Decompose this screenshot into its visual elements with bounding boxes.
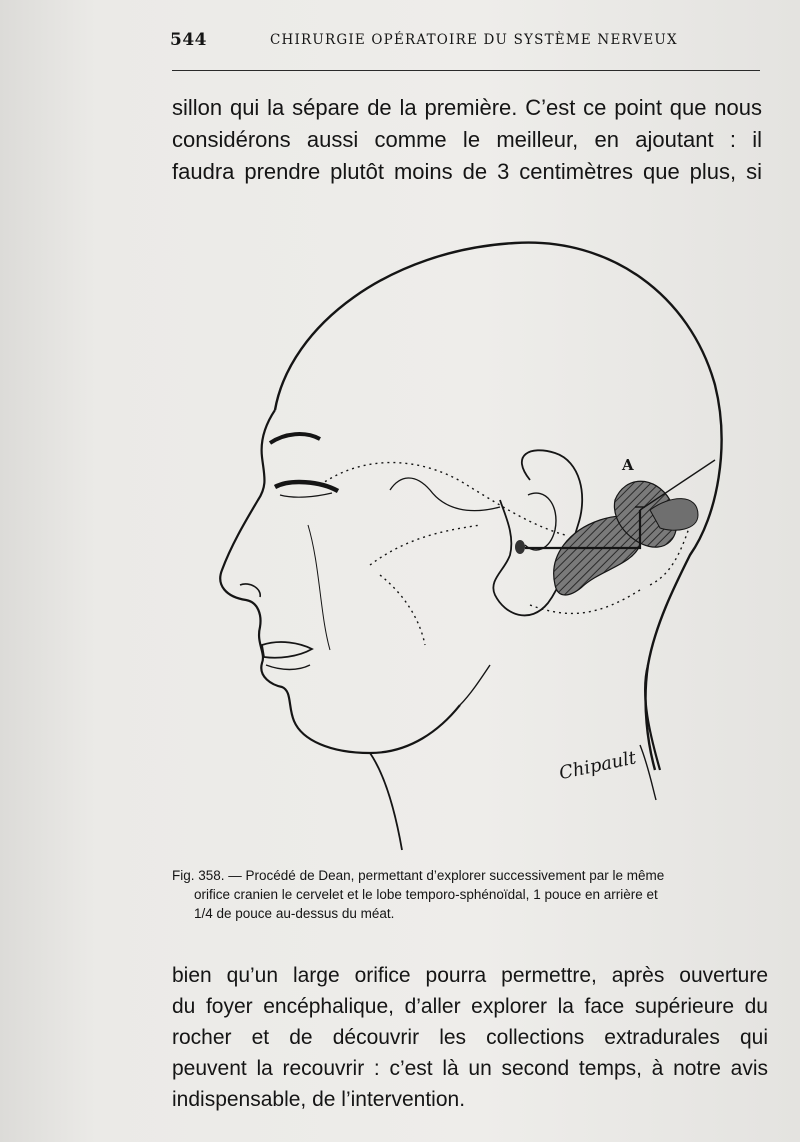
jaw-line bbox=[370, 753, 402, 850]
header-rule bbox=[172, 70, 760, 71]
text-line: sillon qui la sépare de la première. C’est ce point que nous bbox=[172, 95, 762, 120]
cheek-line bbox=[308, 525, 330, 650]
paragraph-bottom bbox=[172, 960, 768, 1115]
artist-signature: Chipault bbox=[557, 747, 638, 785]
figure-358 bbox=[170, 225, 770, 865]
brain-outline-dotted bbox=[320, 463, 565, 535]
head-profile-illustration bbox=[170, 225, 770, 865]
text-line: indispensable, de l’intervention. bbox=[172, 1088, 466, 1111]
text-line: bien qu’un large orifice pourra permettre, après ouverture bbox=[172, 964, 768, 987]
caption-line: Fig. 358. — Procédé de Dean, permettant d’explorer successivement par le même bbox=[172, 868, 665, 883]
nostril bbox=[240, 584, 260, 597]
figure-caption bbox=[172, 866, 770, 923]
face-profile bbox=[220, 410, 460, 753]
text-line: considérons aussi comme le meilleur, en ajoutant : il bbox=[172, 127, 762, 152]
lips bbox=[262, 642, 312, 658]
page-number: 544 bbox=[170, 30, 207, 50]
eye bbox=[275, 482, 338, 491]
meatus bbox=[515, 540, 525, 554]
text-line: faudra prendre plutôt moins de 3 centimètres que plus, si bbox=[172, 159, 762, 184]
page-header bbox=[170, 30, 760, 54]
eyebrow bbox=[270, 434, 320, 443]
paragraph-top bbox=[172, 92, 762, 188]
caption-line: 1/4 de pouce au-dessus du méat. bbox=[194, 906, 395, 921]
text-line: du foyer encéphalique, d’aller explorer la face supérieure du bbox=[172, 995, 768, 1018]
caption-line: orifice cranien le cervelet et le lobe temporo-sphénoïdal, 1 pouce en arrière et bbox=[194, 887, 658, 902]
text-line: rocher et de découvrir les collections extradurales qui bbox=[172, 1026, 768, 1049]
running-title: CHIRURGIE OPÉRATOIRE DU SYSTÈME NERVEUX bbox=[270, 32, 678, 48]
neck-front bbox=[460, 665, 490, 705]
text-line: peuvent la recouvrir : c’est là un second temps, à notre avis bbox=[172, 1057, 768, 1080]
label-a: A bbox=[622, 456, 634, 474]
